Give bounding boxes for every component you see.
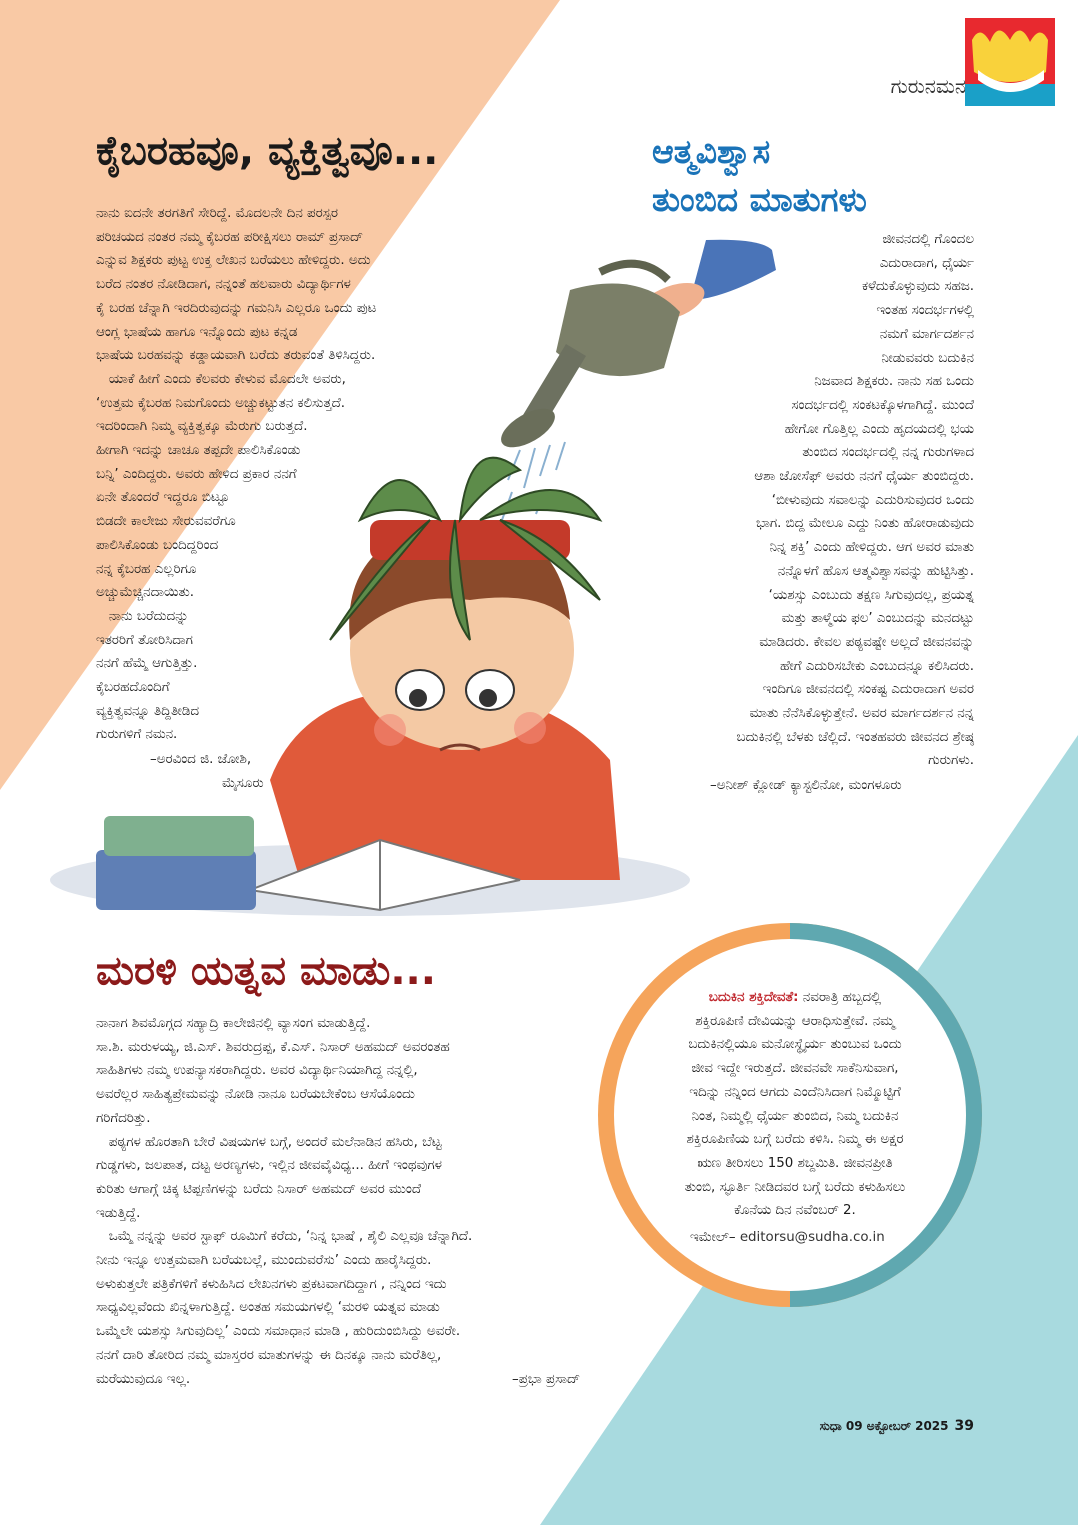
article2-line: ಬದುಕಿನಲ್ಲಿ ಬೆಳಕು ಚೆಲ್ಲಿದೆ. ಇಂತಹವರು ಜೀವನದ ಶ್ರೇಷ್ಠ — [736, 729, 974, 745]
callout-line: ಬದುಕಿನಲ್ಲಿಯೂ ಮನೋಸ್ಥೈರ್ಯ ತುಂಬುವ ಒಂದು — [688, 1037, 902, 1053]
article3-line: ಗುಡ್ಡಗಳು, ಜಲಪಾತ, ದಟ್ಟ ಅರಣ್ಯಗಳು, ಇಲ್ಲಿನ ಜೀವವೈವಿಧ್ಯ... ಹೀಗೆ ಇಂಥವುಗಳ — [96, 1158, 442, 1174]
page-number: 39 — [954, 1418, 974, 1434]
section-title: ಗುರುನಮನ — [890, 74, 966, 98]
article2-line: ನಮಗೆ ಮಾರ್ಗದರ್ಶನ — [879, 326, 974, 342]
email-label: ಇಮೇಲ್– — [690, 1230, 736, 1245]
article1-line: ಕೈಬರಹದೊಂದಿಗೆ — [96, 680, 170, 696]
article2-line: ಹೇಗೋ ಗೊತ್ತಿಲ್ಲ ಎಂದು ಹೃದಯದಲ್ಲಿ ಭಯ — [784, 421, 974, 437]
article3-line: ಸಾ.ಶಿ. ಮರುಳಯ್ಯ, ಜಿ.ಎಸ್. ಶಿವರುದ್ರಪ್ಪ, ಕೆ.ಎಸ್. ನಿಸಾರ್ ಅಹಮದ್ ಅವರಂತಹ — [96, 1039, 450, 1055]
article1-line: ಬರೆದ ನಂತರ ನೋಡಿದಾಗ, ನನ್ನಂತೆ ಹಲವಾರು ವಿದ್ಯಾರ್ಥಿಗಳ — [96, 277, 351, 293]
article1-line: ಯಾಕೆ ಹೀಗೆ ಎಂದು ಕೆಲವರು ಕೇಳುವ ಮೊದಲೇ ಅವರು, — [96, 371, 346, 387]
article3-line: ನಾನಾಗ ಶಿವಮೊಗ್ಗದ ಸಹ್ಯಾದ್ರಿ ಕಾಲೇಜಿನಲ್ಲಿ ವ್ಯಾಸಂಗ ಮಾಡುತ್ತಿದ್ದೆ. — [96, 1016, 371, 1031]
callout-heading: ಬದುಕಿನ ಶಕ್ತಿದೇವತೆ: — [708, 990, 799, 1005]
article1-line: ಪರಿಚಯದ ನಂತರ ನಮ್ಮ ಕೈಬರಹ ಪರೀಕ್ಷಿಸಲು ರಾಮ್ ಪ್ರಸಾದ್ — [96, 229, 364, 245]
article2-line: ‘ಯಶಸ್ಸು ಎಂಬುದು ತಕ್ಷಣ ಸಿಗುವುದಲ್ಲ, ಪ್ರಯತ್ನ — [768, 587, 974, 603]
article3-line: ನನಗೆ ದಾರಿ ತೋರಿದ ನಮ್ಮ ಮಾಸ್ತರರ ಮಾತುಗಳನ್ನು ಈ ದಿನಕ್ಕೂ ನಾನು ಮರೆತಿಲ್ಲ, — [96, 1347, 442, 1363]
article3-line: ಪಠ್ಯಗಳ ಹೊರತಾಗಿ ಬೇರೆ ವಿಷಯಗಳ ಬಗ್ಗೆ, ಅಂದರೆ ಮಲೆನಾಡಿನ ಹಸಿರು, ಬೆಟ್ಟ — [96, 1134, 442, 1150]
email-link[interactable]: editorsu@sudha.co.in — [739, 1230, 885, 1245]
callout-first-line-rest: ನವರಾತ್ರಿ ಹಬ್ಬದಲ್ಲಿ — [798, 990, 882, 1005]
article3-line: ಇಡುತ್ತಿದ್ದೆ. — [96, 1205, 141, 1221]
article3-body — [96, 1012, 472, 1391]
article1-line: ಅಚ್ಚುಮೆಚ್ಚಿನದಾಯಿತು. — [96, 585, 194, 601]
article2-line: ಎದುರಾದಾಗ, ಧೈರ್ಯ — [879, 255, 974, 271]
article3-line: ನೀನು ಇನ್ನೂ ಉತ್ತಮವಾಗಿ ಬರೆಯಬಲ್ಲೆ, ಮುಂದುವರೆಸು’ ಎಂದು ಹಾರೈಸಿದ್ದರು. — [96, 1253, 432, 1269]
article1-line: ಬಿಡದೇ ಕಾಲೇಜು ಸೇರುವವರೆಗೂ — [96, 514, 236, 530]
article1-line: ಎನ್ನುವ ಶಿಕ್ಷಕರು ಪುಟ್ಟ ಉಕ್ತ ಲೇಖನ ಬರೆಯಲು ಹೇಳಿದ್ದರು. ಅದು — [96, 253, 371, 269]
callout-line: ಇದಿನ್ನು ನನ್ನಿಂದ ಆಗದು ಎಂದೆನಿಸಿದಾಗ ನಿಮ್ಮೊಟ್ಟಿಗೆ — [689, 1084, 901, 1100]
article3-line: ಗರಿಗೆದರಿತ್ತು. — [96, 1110, 151, 1126]
article1-line: ನನ್ನ ಕೈಬರಹ ಎಲ್ಲರಿಗೂ — [96, 561, 197, 577]
article1-line: ನಾನು ಬರೆದುದನ್ನು — [96, 608, 189, 624]
page-footer — [820, 1418, 974, 1434]
callout-line: ಕೊನೆಯ ದಿನ ನವೆಂಬರ್ 2. — [734, 1203, 856, 1219]
article3-line: ಒಮ್ಮೆಲೇ ಯಶಸ್ಸು ಸಿಗುವುದಿಲ್ಲ’ ಎಂದು ಸಮಾಧಾನ ಮಾಡಿ , ಹುರಿದುಂಬಿಸಿದ್ದು ಅವರೇ. — [96, 1324, 461, 1340]
article1-line: ಇದರಿಂದಾಗಿ ನಿಮ್ಮ ವ್ಯಕ್ತಿತ್ವಕ್ಕೂ ಮೆರುಗು ಬರುತ್ತದೆ. — [96, 419, 308, 435]
issue-info: ಸುಧಾ 09 ಅಕ್ಟೋಬರ್ 2025 — [819, 1419, 949, 1433]
article2-line: ತುಂಬಿದ ಸಂದರ್ಭದಲ್ಲಿ ನನ್ನ ಗುರುಗಳಾದ — [802, 445, 974, 461]
magazine-logo — [965, 18, 1055, 106]
article1-title: ಕೈಬರಹವೂ, ವ್ಯಕ್ತಿತ್ವವೂ... — [96, 128, 439, 174]
article3-line: ಕುರಿತು ಆಗಾಗ್ಗೆ ಚಿಕ್ಕ ಟಿಪ್ಪಣಿಗಳನ್ನು ಬರೆದು ನಿಸಾರ್ ಅಹಮದ್ ಅವರ ಮುಂದೆ — [96, 1181, 422, 1197]
article1-line: ಏನೇ ತೊಂದರೆ ಇದ್ದರೂ ಬಿಟ್ಟೂ — [96, 490, 230, 506]
article2-line: ನನ್ನೊಳಗೆ ಹೊಸ ಆತ್ಮವಿಶ್ವಾಸವನ್ನು ಹುಟ್ಟಿಸಿತ್ತು. — [777, 563, 974, 579]
article2-line: ಹೇಗೆ ಎದುರಿಸಬೇಕು ಎಂಬುದನ್ನೂ ಕಲಿಸಿದರು. — [780, 658, 974, 674]
article2-line: ಮತ್ತು ತಾಳ್ಮೆಯ ಫಲ’ ಎಂಬುದನ್ನು ಮನದಟ್ಟು — [781, 611, 974, 627]
article2-line: ‘ಬೀಳುವುದು ಸವಾಲನ್ನು ಎದುರಿಸುವುದರ ಒಂದು — [771, 492, 974, 508]
article1-line: ಪಾಲಿಸಿಕೊಂಡು ಬಂದಿದ್ದರಿಂದ — [96, 537, 219, 553]
article1-line: ಗುರುಗಳಿಗೆ ನಮನ. — [96, 727, 178, 743]
article2-line: ಇಂತಹ ಸಂದರ್ಭಗಳಲ್ಲಿ — [876, 303, 974, 319]
callout-line: ತುಂಬಿ, ಸ್ಫೂರ್ತಿ ನೀಡಿದವರ ಬಗ್ಗೆ ಬರೆದು ಕಳುಹಿಸಲು — [684, 1179, 906, 1195]
article3-byline: –ಪ್ರಭಾ ಪ್ರಸಾದ್ — [512, 1372, 580, 1387]
article1-byline-place: ಮೈಸೂರು — [222, 776, 264, 791]
callout-first-line — [636, 986, 954, 1010]
callout-text — [636, 986, 954, 1223]
article1-line: ಭಾಷೆಯ ಬರಹವನ್ನು ಕಡ್ಡಾಯವಾಗಿ ಬರೆದು ತರುವಂತೆ ತಿಳಿಸಿದ್ದರು. — [96, 348, 376, 364]
article1-line: ಇತರರಿಗೆ ತೋರಿಸಿದಾಗ — [96, 632, 193, 648]
article2-body — [640, 228, 974, 773]
article2-line: ಭಾಗ. ಬಿದ್ದ ಮೇಲೂ ಎದ್ದು ನಿಂತು ಹೋರಾಡುವುದು — [756, 516, 974, 532]
article2-line: ನೀಡುವವರು ಬದುಕಿನ — [881, 350, 974, 366]
article2-byline: –ಅನೀಶ್ ಕ್ಲೋಡ್ ಕ್ಯಾಸ್ಟಲಿನೋ, ಮಂಗಳೂರು — [710, 778, 902, 793]
article2-title-line2: ತುಂಬಿದ ಮಾತುಗಳು — [652, 180, 867, 219]
article1-line: ಆಂಗ್ಲ ಭಾಷೆಯ ಹಾಗೂ ಇನ್ನೊಂದು ಪುಟ ಕನ್ನಡ — [96, 324, 298, 340]
article1-line: ಹೀಗಾಗಿ ಇದನ್ನು ಚಾಚೂ ತಪ್ಪದೇ ಪಾಲಿಸಿಕೊಂಡು — [96, 443, 301, 459]
callout-line: ಶಕ್ತಿರೂಪಿಣಿ ದೇವಿಯನ್ನು ಆರಾಧಿಸುತ್ತೇವೆ. ನಮ್ಮ — [695, 1013, 895, 1029]
callout-line: ಜೀವ ಇದ್ದೇ ಇರುತ್ತದೆ. ಜೀವನವೇ ಸಾಕೆನಿಸುವಾಗ, — [691, 1061, 899, 1077]
article2-line: ಮಾಡಿದರು. ಕೇವಲ ಪಠ್ಯವಷ್ಟೇ ಅಲ್ಲದೆ ಜೀವನವನ್ನು — [759, 634, 974, 650]
article2-line: ನಿನ್ನ ಶಕ್ತಿ’ ಎಂದು ಹೇಳಿದ್ದರು. ಆಗ ಅವರ ಮಾತು — [769, 540, 974, 556]
article3-line: ಸಾಧ್ಯವಿಲ್ಲವೆಂದು ಖಿನ್ನಳಾಗುತ್ತಿದ್ದೆ. ಅಂತಹ ಸಮಯಗಳಲ್ಲಿ ‘ಮರಳಿ ಯತ್ನವ ಮಾಡು — [96, 1300, 440, 1316]
article2-line: ಸಂದರ್ಭದಲ್ಲಿ ಸಂಕಟಕ್ಕೊಳಗಾಗಿದ್ದೆ. ಮುಂದೆ — [791, 397, 974, 413]
article1-line: ವ್ಯಕ್ತಿತ್ವವನ್ನೂ ತಿದ್ದಿತೀಡಿದ — [96, 703, 199, 719]
article1-line: ಕೈ ಬರಹ ಚೆನ್ನಾಗಿ ಇರದಿರುವುದನ್ನು ಗಮನಿಸಿ ಎಲ್ಲರೂ ಒಂದು ಪುಟ — [96, 300, 377, 316]
article3-line: ಅವರೆಲ್ಲರ ಸಾಹಿತ್ಯಪ್ರೇಮವನ್ನು ನೋಡಿ ನಾನೂ ಬರೆಯಬೇಕೆಂಬ ಆಸೆಯೊಂದು — [96, 1087, 415, 1103]
callout-email-line — [690, 1230, 885, 1245]
article2-line: ಗುರುಗಳು. — [928, 753, 974, 769]
article3-line: ಅಳುಕುತ್ತಲೇ ಪತ್ರಿಕೆಗಳಿಗೆ ಕಳುಹಿಸಿದ ಲೇಖನಗಳು ಪ್ರಕಟವಾಗದಿದ್ದಾಗ , ನನ್ನಿಂದ ಇದು — [96, 1276, 447, 1292]
article2-line: ಮಾತು ನೆನೆಸಿಕೊಳ್ಳುತ್ತೇನೆ. ಅವರ ಮಾರ್ಗದರ್ಶನ ನನ್ನ — [749, 706, 974, 722]
article1-line: ನಾನು ಐದನೇ ತರಗತಿಗೆ ಸೇರಿದ್ದೆ. ಮೊದಲನೇ ದಿನ ಪರಸ್ಪರ — [96, 206, 338, 221]
callout-line: ಋಣ ತೀರಿಸಲು 150 ಶಬ್ದಮಿತಿ. ಜೀವನಪ್ರೀತಿ — [697, 1155, 893, 1171]
callout-line: ಶಕ್ತಿರೂಪಿಣಿಯ ಬಗ್ಗೆ ಬರೆದು ಕಳಿಸಿ. ನಿಮ್ಮ ಈ ಅಕ್ಷರ — [686, 1132, 904, 1148]
article2-title — [652, 128, 867, 224]
article3-title: ಮರಳಿ ಯತ್ನವ ಮಾಡು... — [96, 948, 436, 994]
article2-line: ಇಂದಿಗೂ ಜೀವನದಲ್ಲಿ ಸಂಕಷ್ಟ ಎದುರಾದಾಗ ಅವರ — [762, 682, 974, 698]
article2-line: ಕಳೆದುಕೊಳ್ಳುವುದು ಸಹಜ. — [862, 279, 974, 295]
article1-byline-name: –ಅರವಿಂದ ಜಿ. ಜೋಶಿ, — [150, 752, 252, 767]
article2-title-line1: ಆತ್ಮವಿಶ್ವಾಸ — [652, 132, 771, 171]
article2-line: ಜೀವನದಲ್ಲಿ ಗೊಂದಲ — [882, 232, 974, 247]
article3-line: ಸಾಹಿತಿಗಳು ನಮ್ಮ ಉಪನ್ಯಾಸಕರಾಗಿದ್ದರು. ಅವರ ವಿದ್ಯಾರ್ಥಿನಿಯಾಗಿದ್ದ ನನ್ನಲ್ಲಿ, — [96, 1063, 418, 1079]
article2-line: ನಿಜವಾದ ಶಿಕ್ಷಕರು. ನಾನು ಸಹ ಒಂದು — [814, 374, 974, 390]
article3-line: ಮರೆಯುವುದೂ ಇಲ್ಲ. — [96, 1371, 191, 1387]
article1-line: ನನಗೆ ಹೆಮ್ಮೆ ಆಗುತ್ತಿತ್ತು. — [96, 656, 198, 672]
article3-line: ಒಮ್ಮೆ ನನ್ನನ್ನು ಅವರ ಸ್ಟಾಫ್ ರೂಮಿಗೆ ಕರೆದು, ‘ನಿನ್ನ ಭಾಷೆ , ಶೈಲಿ ಎಲ್ಲವೂ ಚೆನ್ನಾಗಿದೆ. — [96, 1229, 473, 1245]
article2-line: ಆಶಾ ಜೋಸೆಫ್ ಅವರು ನನಗೆ ಧೈರ್ಯ ತುಂಬಿದ್ದರು. — [754, 469, 974, 485]
article1-line: ಬನ್ನಿ’ ಎಂದಿದ್ದರು. ಅವರು ಹೇಳಿದ ಪ್ರಕಾರ ನನಗೆ — [96, 466, 297, 482]
callout-line: ನಿಂತ, ನಿಮ್ಮಲ್ಲಿ ಧೈರ್ಯ ತುಂಬಿದ, ನಿಮ್ಮ ಬದುಕಿನ — [691, 1108, 899, 1124]
article1-line: ‘ಉತ್ತಮ ಕೈಬರಹ ನಿಮಗೊಂದು ಅಚ್ಚುಕಟ್ಟುತನ ಕಲಿಸುತ್ತದೆ. — [96, 395, 346, 411]
article1-body — [96, 202, 376, 747]
